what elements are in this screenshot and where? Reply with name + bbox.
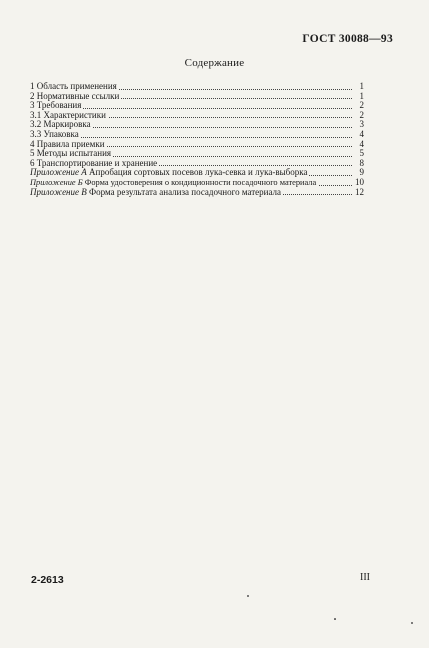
toc-entry-page: 9 (352, 168, 364, 178)
standard-code: ГОСТ 30088—93 (302, 33, 393, 45)
scan-speck (247, 595, 249, 597)
toc-entry-text: 4 Правила приемки (30, 139, 105, 149)
toc-entry-prefix: Приложение А (30, 168, 87, 178)
toc-entry[interactable] (30, 101, 364, 111)
toc-entry[interactable] (30, 120, 364, 130)
toc-entry-appendix-v[interactable] (30, 188, 364, 198)
toc-entry-page: 3 (352, 120, 364, 130)
scan-speck (334, 618, 336, 620)
toc-entry-page: 4 (352, 140, 364, 150)
toc-entry-page: 1 (352, 92, 364, 102)
toc-entry-page: 8 (352, 159, 364, 169)
toc-entry-text: 5 Методы испытания (30, 149, 112, 159)
table-of-contents (30, 82, 364, 197)
toc-entry-page: 4 (352, 130, 364, 140)
toc-entry-text: 1 Область применения (30, 82, 117, 91)
toc-entry[interactable] (30, 149, 364, 159)
toc-entry[interactable] (30, 92, 364, 102)
toc-entry-text: 2 Нормативные ссылки (30, 91, 120, 101)
toc-entry-text: 6 Транспортирование и хранение (30, 158, 158, 168)
toc-entry-text: Апробация сортовых посевов лука-севка и лука-выборка (86, 168, 308, 178)
toc-entry-prefix: Приложение Б (30, 177, 83, 187)
toc-entry[interactable] (30, 159, 364, 169)
toc-entry-prefix: Приложение В (30, 187, 87, 197)
scan-speck (411, 622, 413, 624)
toc-entry-text: 3.2 Маркировка (30, 120, 91, 130)
toc-entry-page: 10 (352, 178, 364, 188)
toc-entry-page: 12 (352, 188, 364, 198)
toc-entry-text: Форма результата анализа посадочного материала (86, 187, 282, 197)
toc-entry-appendix-b[interactable] (30, 178, 364, 188)
toc-title: Содержание (184, 57, 245, 69)
toc-entry[interactable] (30, 82, 364, 92)
print-sheet-mark: 2-2613 (31, 574, 64, 586)
toc-entry-text: 3.3 Упаковка (30, 129, 79, 139)
toc-entry-text: 3.1 Характеристики (30, 110, 106, 120)
toc-entry-page: 5 (352, 149, 364, 159)
toc-entry-appendix-a[interactable] (30, 168, 364, 178)
toc-entry[interactable] (30, 111, 364, 121)
toc-entry[interactable] (30, 130, 364, 140)
toc-entry-page: 1 (352, 82, 364, 92)
toc-entry[interactable] (30, 140, 364, 150)
page-number: III (360, 572, 370, 583)
toc-entry-page: 2 (352, 101, 364, 111)
toc-entry-text: 3 Требования (30, 101, 82, 111)
toc-entry-text: Форма удостоверения о кондиционности посадочного материала (82, 177, 317, 187)
toc-entry-page: 2 (352, 111, 364, 121)
